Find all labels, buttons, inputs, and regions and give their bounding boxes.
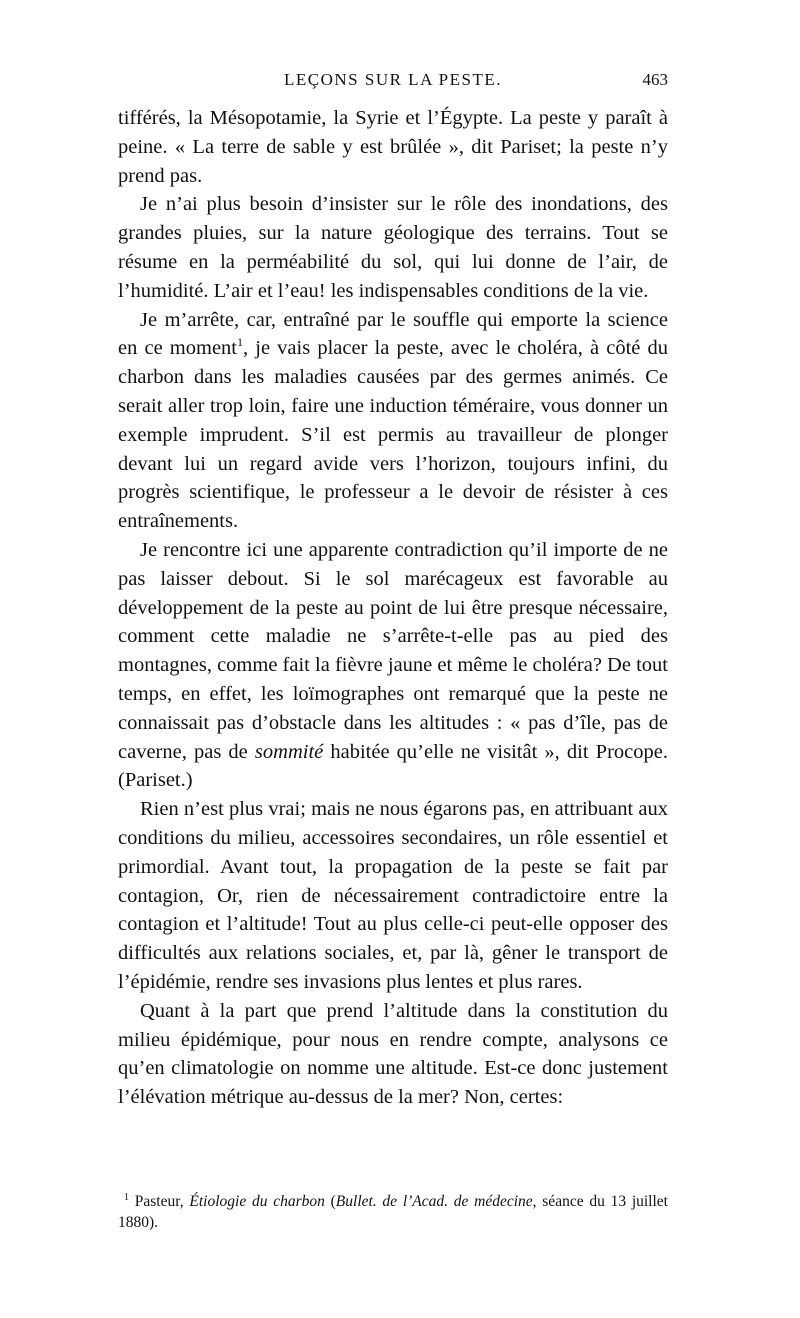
- paragraph-4-text-b: habitée qu’elle ne visitât », dit Procope. (Pariset.): [118, 740, 668, 792]
- footnote-journal: Bullet. de l’Acad. de médecine: [335, 1193, 533, 1211]
- paragraph-2: Je n’ai plus besoin d’insister sur le rôle des inondations, des grandes pluies, sur la nature géologique des terrains. Tout se résume en la perméabilité du sol, qui lui donne de l’air, de l’humidité. L’air et l’eau! les indispensables conditions de la vie.: [118, 193, 668, 302]
- running-title: LEÇONS SUR LA PESTE.: [284, 70, 502, 89]
- footnote-open-paren: (: [324, 1193, 336, 1211]
- running-head: [118, 70, 668, 94]
- page-number: 463: [642, 70, 668, 89]
- paragraph-1: tifférés, la Mésopotamie, la Syrie et l’Égypte. La peste y paraît à peine. « La terre de sable y est brûlée », dit Pariset; la peste n’y prend pas.: [118, 107, 668, 187]
- footnote: [118, 1187, 668, 1233]
- paragraph-4-text-a: Je rencontre ici une apparente contradiction qu’il importe de ne pas laisser debout. Si le sol marécageux est favorable au développement de la peste au point de lui être presque nécessaire, comment cette maladie ne s’arrête-t-elle pas au pied des montagnes, comme fait la fièvre jaune et même le choléra? De tout temps, en effet, les loïmographes ont remarqué que la peste ne connaissait pas d’obstacle dans les altitudes : « pas d’île, pas de caverne, pas de: [118, 538, 668, 763]
- paragraph-6: Quant à la part que prend l’altitude dans la constitution du milieu épidémique, pour nous en rendre compte, analysons ce qu’en climatologie on nomme une altitude. Est-ce donc justement l’élévation métrique au-dessus de la mer? Non, certes:: [118, 999, 668, 1109]
- paragraph-4: [118, 536, 668, 795]
- footnote-mark: 1: [124, 1192, 129, 1203]
- paragraph-3: [118, 306, 668, 536]
- body-text: [118, 104, 668, 1112]
- footnote-title: Étiologie du charbon: [189, 1193, 325, 1211]
- footnote-rest: , séance du 13 juillet 1880).: [118, 1193, 668, 1232]
- paragraph-5: Rien n’est plus vrai; mais ne nous égarons pas, en attribuant aux conditions du milieu, accessoires secondaires, un rôle essentiel et primordial. Avant tout, la propagation de la peste se fait par contagion, Or, rien de nécessairement contradictoire entre la contagion et l’altitude! Tout au plus celle-ci peut-elle opposer des difficultés aux relations sociales, et, par là, gêner le transport de l’épidémie, rendre ses invasions plus lentes et plus rares.: [118, 798, 668, 993]
- footnote-author: Pasteur,: [134, 1193, 184, 1211]
- paragraph-4-italic: sommité: [254, 740, 324, 763]
- paragraph-3-text-b: , je vais placer la peste, avec le choléra, à côté du charbon dans les maladies causées par des germes animés. Ce serait aller trop loin, faire une induction téméraire, vous donner un exemple imprudent. S’il est permis au travailleur de plonger devant lui un regard avide vers l’horizon, toujours infini, du progrès scientifique, le professeur a le devoir de résister à ces entraînements.: [118, 337, 669, 533]
- footnote-reference: 1: [237, 335, 243, 350]
- paragraph-3-text-a: Je m’arrête, car, entraîné par le souffle qui emporte la science en ce moment: [118, 308, 668, 360]
